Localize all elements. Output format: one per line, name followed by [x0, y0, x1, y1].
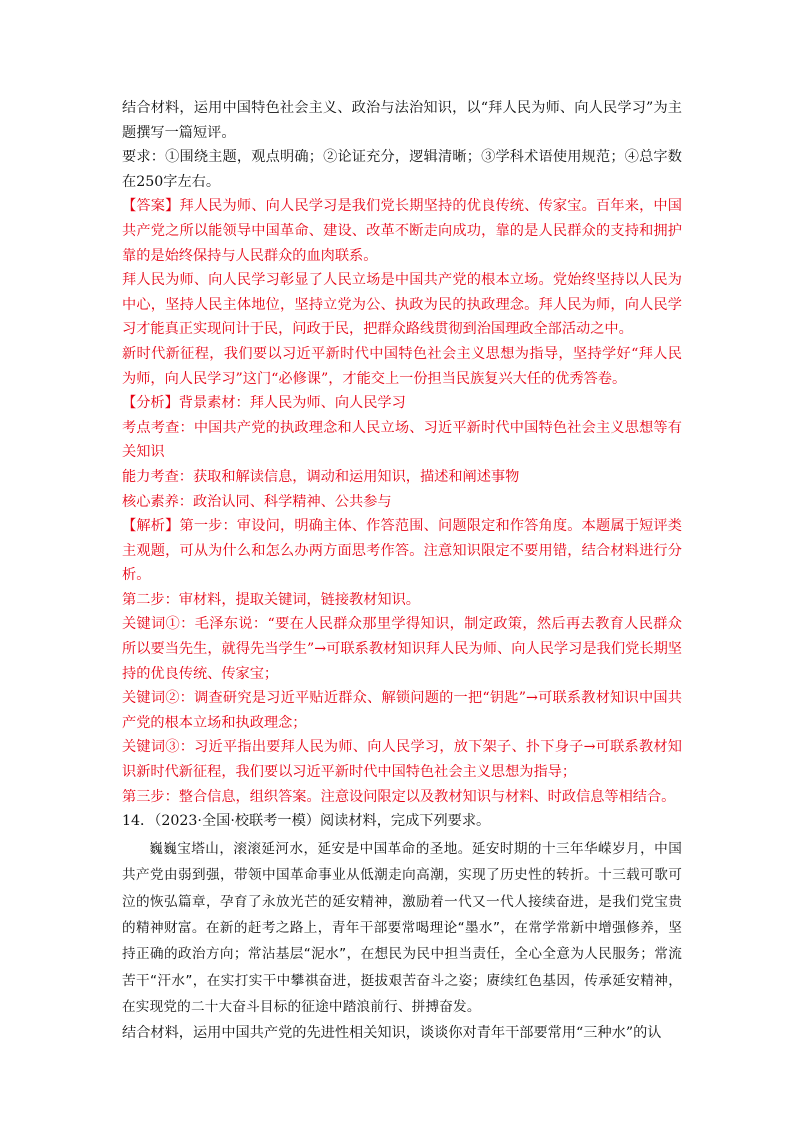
explanation-step2: 第二步：审材料，提取关键词，链接教材知识。 — [122, 591, 420, 608]
analysis-kaodian: 考点考查：中国共产党的执政理念和人民立场、习近平新时代中国特色社会主义思想等有关知识 — [122, 419, 682, 461]
answer-paragraph-1: 【答案】拜人民为师、向人民学习是我们党长期坚持的优良传统、传家宝。百年来，中国共产党之所以能领导中国革命、建设、改革不断走向成功，靠的是人民群众的支持和拥护靠的是始终保持与人民群众的血肉联系。 — [122, 198, 682, 264]
analysis-nengli: 能力考查：获取和解读信息，调动和运用知识，描述和阐述事物 — [122, 468, 520, 485]
analysis-background: 【分析】背景素材：拜人民为师、向人民学习 — [122, 395, 406, 412]
analysis-suyang: 核心素养：政治认同、科学精神、公共参与 — [122, 493, 392, 510]
explanation-step1: 【解析】第一步：审设问，明确主体、作答范围、问题限定和作答角度。本题属于短评类主观题，可从为什么和怎么办两方面思考作答。注意知识限定不要用错，结合材料进行分析。 — [122, 518, 682, 584]
answer-paragraph-2: 拜人民为师、向人民学习彰显了人民立场是中国共产党的根本立场。党始终坚持以人民为中心，坚持人民主体地位，坚持立党为公、执政为民的执政理念。拜人民为师，向人民学习才能真正实现问计于民，问政于民，把群众路线贯彻到治国理政全部活动之中。 — [122, 272, 682, 338]
explanation-keyword-3: 关键词③：习近平指出要拜人民为师、向人民学习，放下架子、扑下身子→可联系教材知识新时代新征程，我们要以习近平新时代中国特色社会主义思想为指导； — [122, 739, 682, 781]
explanation-step3: 第三步：整合信息，组织答案。注意设问限定以及教材知识与材料、时政信息等相结合。 — [122, 788, 676, 805]
question-14-material: 巍巍宝塔山，滚滚延河水，延安是中国革命的圣地。延安时期的十三年华嵘岁月，中国共产党由弱到强，带领中国革命事业从低潮走向高潮，实现了历史性的转折。十三载可歌可泣的恢弘篇章，孕育了永放光芒的延安精神，激励着一代又一代人接续奋进，是我们党宝贵的精神财富。在新的赶考之路上，青年干部要常喝理论“墨水”，在常学常新中增强修养，坚持正确的政治方向；常沾基层“泥水”，在想民为民中担当责任，全心全意为人民服务；常流苦干“汗水”，在实打实干中攀祺奋进，挺拔艰苦奋斗之姿；赓续红色基因，传承延安精神，在实现党的二十大奋斗目标的征途中踏浪前行、拼搏奋发。 — [122, 840, 682, 1016]
question-prompt: 结合材料，运用中国特色社会主义、政治与法治知识，以“拜人民为师、向人民学习”为主题撰写一篇短评。 — [122, 100, 682, 141]
answer-paragraph-3: 新时代新征程，我们要以习近平新时代中国特色社会主义思想为指导，坚持学好“拜人民为师，向人民学习”这门“必修课”，才能交上一份担当民族复兴大任的优秀答卷。 — [122, 345, 682, 387]
document-page — [122, 96, 682, 1045]
question-14-header: 14．（2023·全国·校联考一模）阅读材料，完成下列要求。 — [122, 813, 491, 830]
explanation-keyword-1: 关键词①：毛泽东说：“要在人民群众那里学得知识，制定政策，然后再去教育人民群众所以要当先生，就得先当学生”→可联系教材知识拜人民为师、向人民学习是我们党长期坚持的优良传统、传家宝； — [122, 616, 682, 682]
explanation-keyword-2: 关键词②：调查研究是习近平贴近群众、解锁问题的一把“钥匙”→可联系教材知识中国共产党的根本立场和执政理念； — [122, 690, 682, 731]
question-requirements: 要求：①围绕主题，观点明确；②论证充分，逻辑清晰；③学科术语使用规范；④总字数在250字左右。 — [122, 149, 682, 190]
question-14-prompt: 结合材料，运用中国共产党的先进性相关知识，谈谈你对青年干部要常用“三种水”的认 — [122, 1024, 662, 1041]
